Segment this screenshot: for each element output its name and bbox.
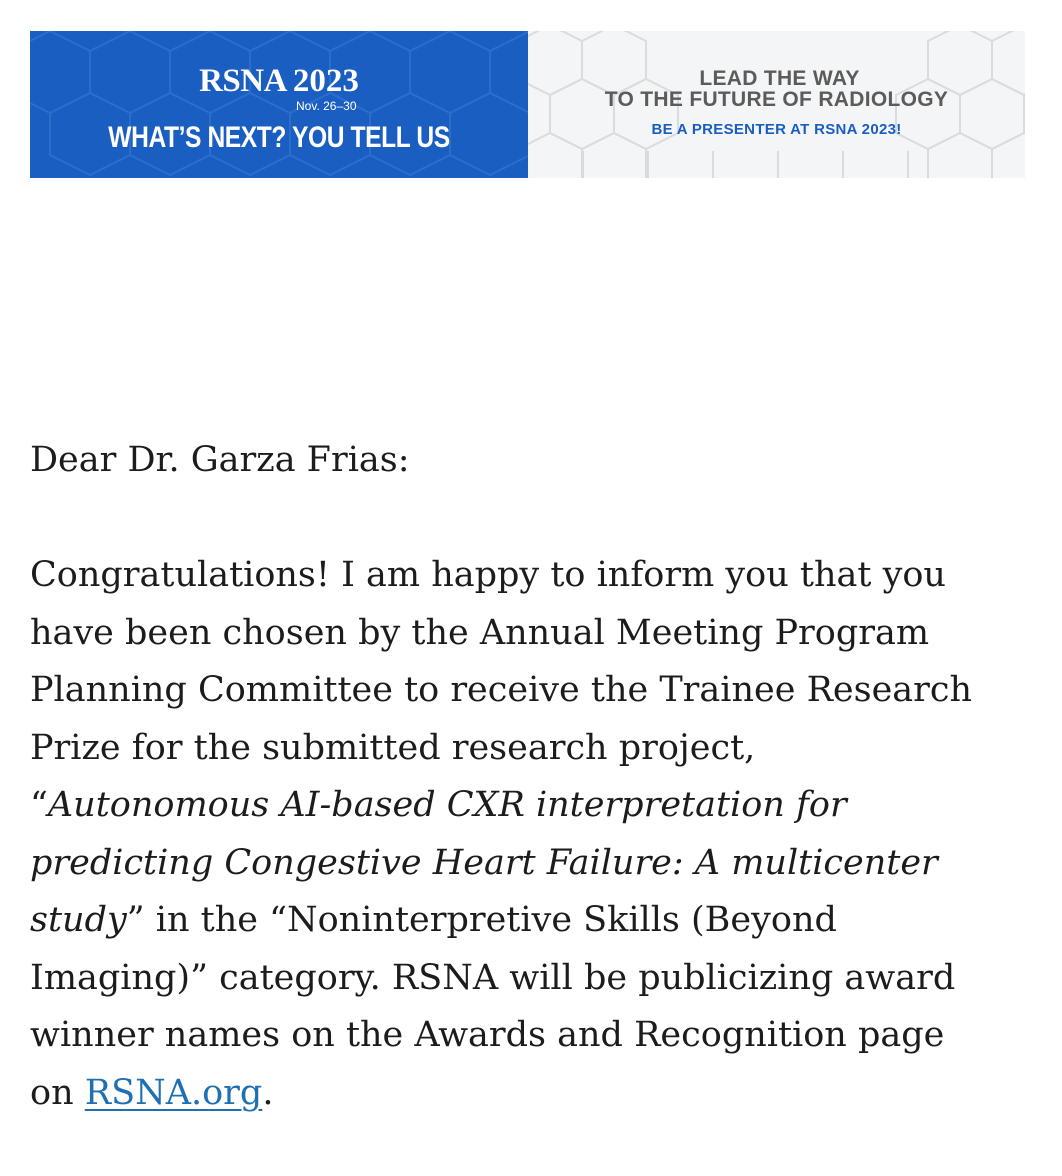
be-a-presenter-cta[interactable]: BE A PRESENTER AT RSNA 2023! <box>651 121 902 138</box>
rsna-logo: RSNA <box>199 63 287 99</box>
open-quote: “ <box>30 785 48 825</box>
banner-left-panel <box>30 31 528 178</box>
paragraph-line: Planning Committee to receive the Trainee Research <box>30 670 973 710</box>
banner-tagline: WHAT’S NEXT? YOU TELL US <box>108 121 450 154</box>
banner-right-panel <box>528 31 1025 178</box>
brand-row <box>30 63 528 100</box>
event-dates: Nov. 26–30 <box>296 99 357 113</box>
event-year: 2023 <box>292 63 359 99</box>
period: . <box>262 1072 274 1113</box>
paragraph-line: on <box>30 1072 85 1113</box>
hexagon-pattern <box>30 31 528 178</box>
future-of-radiology-text: TO THE FUTURE OF RADIOLOGY <box>604 88 949 111</box>
letter-body <box>30 432 1030 1122</box>
paragraph-line: winner names on the Awards and Recognition page <box>30 1015 945 1055</box>
project-title-line: predicting Congestive Heart Failure: A multicenter <box>30 842 938 883</box>
paragraph-line: Congratulations! I am happy to inform you that you <box>30 555 946 595</box>
paragraph-line: Prize for the submitted research project, <box>30 727 756 768</box>
paragraph-line: Imaging)” category. RSNA will be publicizing award <box>30 957 956 998</box>
award-paragraph <box>30 547 1030 1122</box>
project-title-line: study <box>30 900 127 940</box>
rsna-banner[interactable] <box>30 31 1025 178</box>
lead-the-way-text: LEAD THE WAY <box>699 67 860 90</box>
rsna-org-link[interactable]: RSNA.org <box>84 1072 263 1113</box>
paragraph-line: have been chosen by the Annual Meeting Program <box>30 612 930 653</box>
category-text: ” in the “Noninterpretive Skills (Beyond <box>126 900 837 940</box>
project-title-line: Autonomous AI-based CXR interpretation for <box>47 785 847 825</box>
greeting: Dear Dr. Garza Frias: <box>30 440 410 480</box>
